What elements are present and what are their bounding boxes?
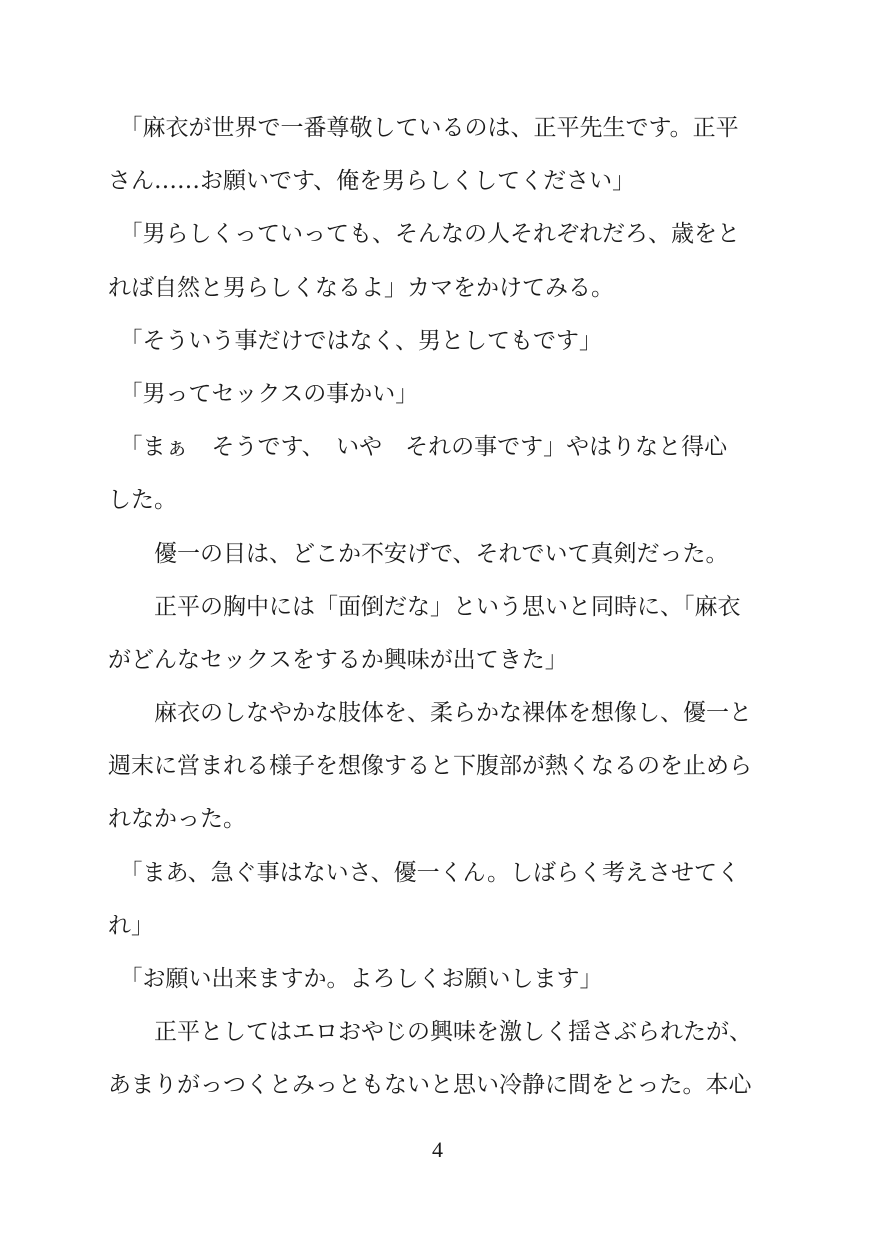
text-line: 「お願い出来ますか。よろしくお願いします」 — [108, 966, 603, 992]
text-line: れなかった。 — [108, 806, 246, 833]
text-line: 「まぁ そうです、 いや それの事です」やはりなと得心 — [108, 434, 728, 461]
text-line: 「麻衣が世界で一番尊敬しているのは、正平先生です。正平 — [108, 115, 739, 141]
text-line: れ」 — [108, 912, 154, 939]
text-line: 「そういう事だけではなく、男としてもです」 — [108, 327, 603, 354]
body-text — [108, 102, 753, 1113]
text-line: 麻衣のしなやかな肢体を、柔らかな裸体を想像し、優一と — [108, 700, 752, 727]
text-line: あまりがっつくとみっともないと思い冷静に間をとった。本心 — [108, 1072, 752, 1099]
text-line: さん……お願いです、俺を男らしくしてください」 — [108, 168, 636, 195]
text-line: 優一の目は、どこか不安げで、それでいて真剣だった。 — [108, 540, 729, 567]
page-number: 4 — [432, 1137, 443, 1162]
text-line: れば自然と男らしくなるよ」カマをかけてみる。 — [108, 274, 614, 301]
text-line: 「男ってセックスの事かい」 — [108, 380, 419, 407]
text-line: した。 — [108, 487, 177, 514]
text-line: 「男らしくっていっても、そんなの人それぞれだろ、歳をと — [108, 221, 741, 248]
text-line: 週末に営まれる様子を想像すると下腹部が熱くなるのを止めら — [108, 753, 752, 780]
text-line: がどんなセックスをするか興味が出てきた」 — [108, 646, 568, 673]
text-line: 正平の胸中には「面倒だな」という思いと同時に、「麻衣 — [108, 593, 741, 620]
text-line: 「まあ、急ぐ事はないさ、優一くん。しばらく考えさせてく — [108, 859, 741, 886]
text-line: 正平としてはエロおやじの興味を激しく揺さぶられたが、 — [108, 1019, 752, 1046]
